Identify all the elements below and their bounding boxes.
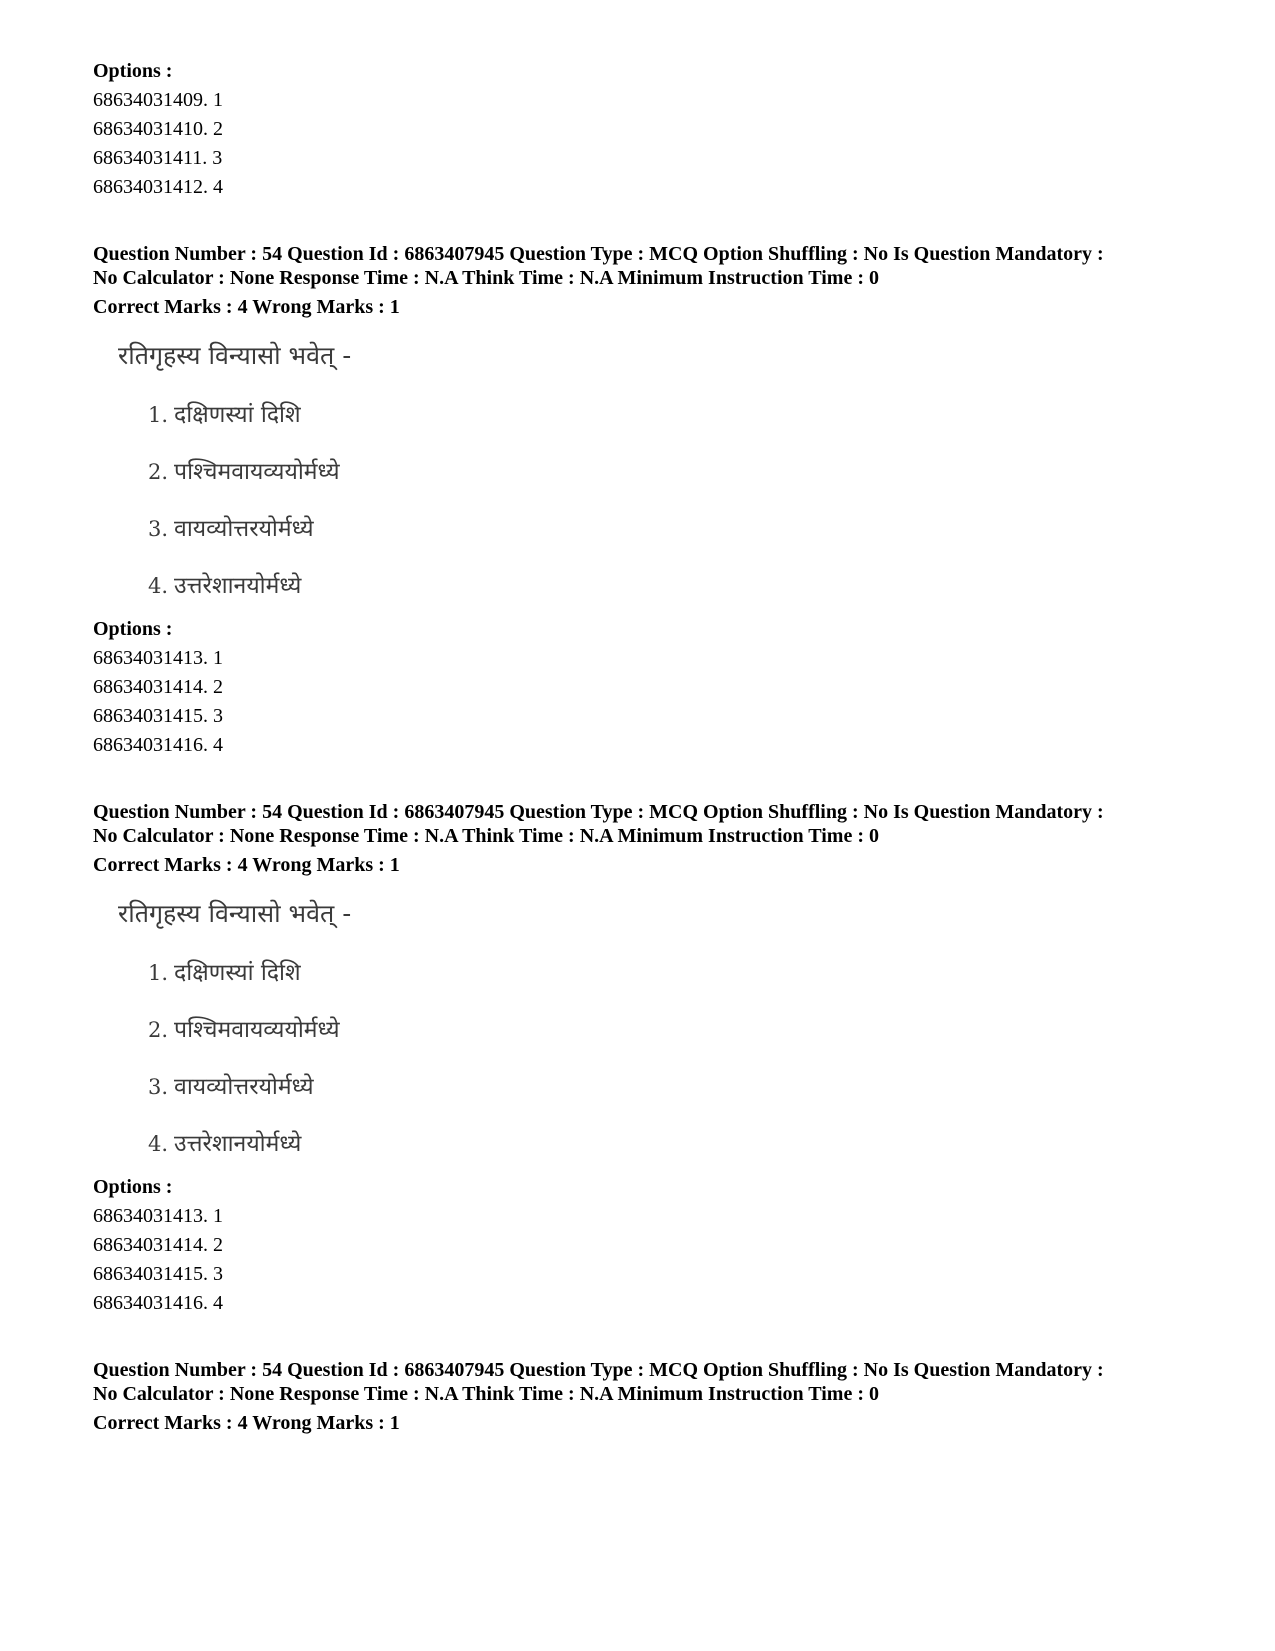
choice-text: उत्तरेशानयोर्मध्ये xyxy=(174,1131,302,1157)
choice-number: 1. xyxy=(148,961,169,985)
question-choice xyxy=(148,1015,340,1045)
choice-text: वायव्योत्तरयोर्मध्ये xyxy=(174,516,314,542)
question-meta-line-2: No Calculator : None Response Time : N.A Think Time : N.A Minimum Instruction Time : 0 xyxy=(93,825,879,847)
options-block xyxy=(93,1173,1193,1318)
question-header-block xyxy=(93,1358,1193,1435)
options-block xyxy=(93,615,1193,760)
question-choice xyxy=(148,1072,314,1102)
choice-text: पश्चिमवायव्ययोर्मध्ये xyxy=(174,1017,340,1043)
choice-text: वायव्योत्तरयोर्मध्ये xyxy=(174,1074,314,1100)
question-marks: Correct Marks : 4 Wrong Marks : 1 xyxy=(93,296,400,318)
option-line: 68634031414. 2 xyxy=(93,676,223,698)
question-header-block xyxy=(93,242,1193,319)
question-meta-line-2: No Calculator : None Response Time : N.A Think Time : N.A Minimum Instruction Time : 0 xyxy=(93,267,879,289)
question-marks: Correct Marks : 4 Wrong Marks : 1 xyxy=(93,1412,400,1434)
choice-text: दक्षिणस्यां दिशि xyxy=(174,402,301,428)
option-line: 68634031410. 2 xyxy=(93,118,223,140)
options-heading: Options : xyxy=(93,1176,173,1198)
choice-number: 2. xyxy=(148,1018,169,1042)
choice-number: 2. xyxy=(148,460,169,484)
choice-text: पश्चिमवायव्ययोर्मध्ये xyxy=(174,459,340,485)
question-marks: Correct Marks : 4 Wrong Marks : 1 xyxy=(93,854,400,876)
question-header-block xyxy=(93,800,1193,877)
option-line: 68634031411. 3 xyxy=(93,147,223,169)
question-stem: रतिगृहस्य विन्यासो भवेत् - xyxy=(118,899,352,928)
choice-number: 3. xyxy=(148,517,169,541)
question-choice xyxy=(148,958,301,988)
option-line: 68634031412. 4 xyxy=(93,176,223,198)
question-stem: रतिगृहस्य विन्यासो भवेत् - xyxy=(118,341,352,370)
option-line: 68634031414. 2 xyxy=(93,1234,223,1256)
options-block-top xyxy=(93,57,1193,202)
question-meta-line-1: Question Number : 54 Question Id : 6863407945 Question Type : MCQ Option Shuffling : No Is Question Mandatory : xyxy=(93,1359,1104,1381)
option-line: 68634031413. 1 xyxy=(93,647,223,669)
choice-number: 4. xyxy=(148,574,169,598)
question-choice xyxy=(148,571,301,601)
option-line: 68634031416. 4 xyxy=(93,1292,223,1314)
question-choice xyxy=(148,514,314,544)
question-image xyxy=(93,332,393,607)
choice-number: 1. xyxy=(148,403,169,427)
option-line: 68634031415. 3 xyxy=(93,1263,223,1285)
option-line: 68634031416. 4 xyxy=(93,734,223,756)
question-choice xyxy=(148,400,301,430)
options-heading: Options : xyxy=(93,60,173,82)
choice-number: 3. xyxy=(148,1075,169,1099)
options-heading: Options : xyxy=(93,618,173,640)
choice-number: 4. xyxy=(148,1132,169,1156)
question-meta-line-2: No Calculator : None Response Time : N.A Think Time : N.A Minimum Instruction Time : 0 xyxy=(93,1383,879,1405)
question-image xyxy=(93,890,393,1165)
question-meta-line-1: Question Number : 54 Question Id : 6863407945 Question Type : MCQ Option Shuffling : No Is Question Mandatory : xyxy=(93,801,1104,823)
choice-text: दक्षिणस्यां दिशि xyxy=(174,960,301,986)
question-meta-line-1: Question Number : 54 Question Id : 6863407945 Question Type : MCQ Option Shuffling : No Is Question Mandatory : xyxy=(93,243,1104,265)
choice-text: उत्तरेशानयोर्मध्ये xyxy=(174,573,302,599)
option-line: 68634031413. 1 xyxy=(93,1205,223,1227)
option-line: 68634031415. 3 xyxy=(93,705,223,727)
question-choice xyxy=(148,1129,301,1159)
question-choice xyxy=(148,457,340,487)
option-line: 68634031409. 1 xyxy=(93,89,223,111)
